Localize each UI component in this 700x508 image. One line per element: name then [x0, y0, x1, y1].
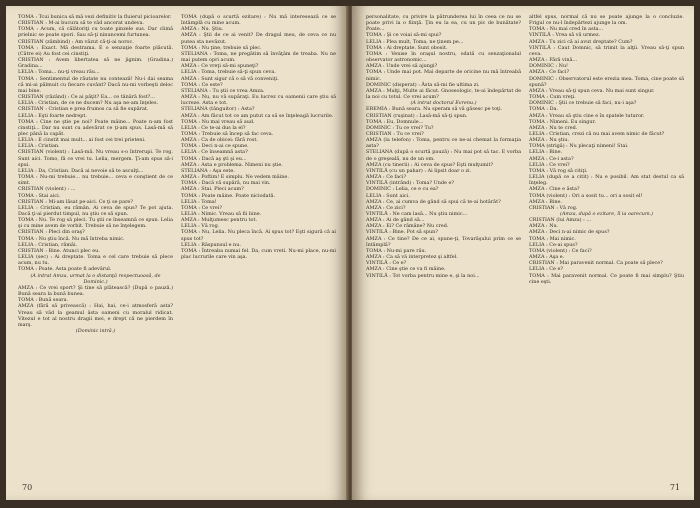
script-paragraph: LELIA : E cinstit mai mult... ai fost cei trei prieteni. [18, 137, 146, 144]
script-paragraph: STELIANA (după o scurtă pauză) : Nu mai pot să tac. E vorba de o greşeală, nu de un om. [366, 149, 521, 162]
script-paragraph: TOMA : Nu-mi pare rău. [366, 247, 427, 254]
script-paragraph: CRISTIAN : Vă rog. [529, 204, 578, 211]
script-paragraph: TOMA : Nu, Lelia. Nu pleca încă. Ai spus tot? Eşti sigură că ai spus tot? [181, 229, 336, 242]
script-paragraph: LELIA : Plea mult, Toma, ne ţinem pe... [366, 38, 464, 45]
script-paragraph: AMZA : Ce tine? De ce ai, spune-ţi, Tovarăşului prim ce se întâmplă? [366, 235, 521, 248]
script-paragraph: LELIA : Eşti foarte nedrept. [18, 112, 87, 119]
script-paragraph: TOMA : Nu ţine, trebuie să plec. [181, 44, 262, 51]
right-page-column-1 [366, 14, 521, 478]
script-paragraph: LELIA : Sunt aici. [366, 192, 410, 199]
script-paragraph: LELIA : Cristian. [18, 143, 60, 150]
script-paragraph: TOMA : Nu mai vreau să aud. [181, 118, 255, 125]
script-paragraph: TOMA : Nu. Te rog să pleci. Tu ştii ce înseamnă ce spun. Lelia şi cu mine avem de vorbit. Trebuie să ne înţelegem. [18, 217, 173, 230]
script-paragraph: TOMA : Poate. Asta poate fi adevărul. [18, 266, 112, 273]
script-paragraph: LELIA : Toma! [181, 198, 217, 205]
script-paragraph: CRISTIAN : Bine. Atunci plec eu. [18, 247, 100, 254]
script-paragraph: TOMA : Deci n-ai ce spune. [181, 143, 249, 150]
script-paragraph: TOMA : Dacă vă supără, nu mai vin. [181, 180, 271, 187]
script-paragraph: LELIA : Toma, trebuie să-ţi spun ceva. [181, 69, 276, 76]
script-paragraph: TOMA : Întreaba numai fel. Da, cum vreti. Nu-mi place, nu-mi plac lucrurile care vin aşa. [181, 247, 336, 261]
script-paragraph: TOMA : Unde mai pot. Mai departe de oricine nu mă întreabă nimic. [366, 69, 521, 82]
left-page [6, 6, 348, 500]
script-paragraph: AMZA : Vreau să-ţi spun ceva. Nu mai sunt singur. [529, 87, 655, 94]
script-paragraph: LELIA : Ce-ai spus? [529, 241, 578, 248]
script-paragraph: personalitate, cu privire la pătrunderea lui în ceea ce nu se poate privi la o fiinţă. Ţin eu la ea, cu un pic de bunătate? Poate... [366, 14, 521, 33]
script-paragraph: TOMA : Ai dreptate. Sunt obosit. [366, 44, 448, 51]
script-paragraph: DOMINIC : Nu! [529, 63, 568, 70]
script-paragraph: (Dominic intră.) [75, 327, 116, 334]
script-paragraph: (Amza, după o ezitare, îl ia oarecum.) [559, 211, 654, 217]
script-paragraph: DOMINIC : Lelia, ce e cu ea? [366, 186, 439, 193]
script-paragraph: LELIA : Bine. [529, 149, 563, 156]
right-page-column-2 [529, 14, 684, 478]
script-paragraph: AMZA : Asta e problema. Nimeni nu ştie. [181, 161, 283, 168]
script-paragraph: TOMA : Ce este? [181, 81, 223, 88]
script-paragraph: DOMINIC : Observatorul este erezia mea. Toma, cine poate să spună? [529, 75, 684, 88]
script-paragraph: TOMA : Stai aici. [18, 192, 61, 199]
left-page-columns [18, 14, 336, 478]
script-paragraph: TOMA : Da. [529, 106, 558, 113]
script-paragraph: CRISTIAN : Mi-am lăsat pe-aici. Ce ţi se pare? [18, 198, 133, 205]
script-paragraph: CRISTIAN (violent) : Lasă-mă. Nu vreau s-o întrerupi. Te rog. Sunt aici. Tomo, fă ce vrei tu. Lelia, mergem. Ţi-am spus să-i spui. [18, 149, 173, 168]
script-paragraph: AMZA : Ca să vă interpretez şi altfel. [366, 254, 458, 261]
script-paragraph: LELIA : Cristian, de ce ne ducem? Nu aşa ne-am înţeles. [18, 100, 159, 107]
script-paragraph: CRISTIAN : Cristian e prea frumos ca să fie supărat. [18, 106, 149, 113]
script-paragraph: AMZA : Nu ştiu. [529, 137, 569, 144]
left-page-column-2 [181, 14, 336, 478]
script-paragraph: AMZA : Sunt sigur că o să vă conveniţi. [181, 75, 279, 82]
script-paragraph: (A intrat doctorul Evrenu.) [410, 100, 477, 107]
script-paragraph: TOMA : Eu, Domnule... [366, 118, 424, 125]
script-paragraph: TOMA : Nu mai cred în asta... [529, 26, 604, 33]
script-paragraph: AMZA : Nu. [529, 223, 559, 230]
script-paragraph: AMZA (fără să privească) : Hai, hai, ce-i atmosferă asta? Vreau să văd la geamul ăsta oameni cu moralul ridicat. Vitezul e tot al nostru dragii mei, e drept că ne pierdem în marş. [18, 303, 173, 328]
script-paragraph: LELIA (sec) : Ai dreptate. Toma e cel care trebuie să plece acum, nu tu. [18, 254, 173, 267]
script-paragraph: AMZA : Poftim! E simplu. Ne vedem mâine. [181, 174, 289, 181]
script-paragraph: LELIA : Cristian, crezi că nu mai avem nimic de făcut? [529, 130, 665, 137]
script-paragraph: TOMA : Vă rog să citiţi. [529, 167, 588, 174]
script-paragraph: CRISTIAN : Avem libertatea să ne jignim. (Gradina.) Gradina... [18, 57, 173, 70]
script-paragraph: AMZA : Deci n-ai nimic de spus? [529, 229, 610, 236]
script-paragraph: AMZA : Ce zici? [366, 204, 406, 211]
script-paragraph: TOMA : Dacă aş şti şi eu... [181, 155, 247, 162]
script-paragraph: AMZA : Stai. Pleci acum? [181, 186, 244, 193]
script-paragraph: CRISTIAN (ruşinat) : Lasă-mă să-ţi spun. [366, 112, 468, 119]
script-paragraph: AMZA : Ai de gând să... [366, 217, 425, 224]
script-paragraph: AMZA (cu tinerii) : Ai ceva de spus? Eşti mulţumit? [366, 161, 494, 168]
script-paragraph: TOMA : Cine ne ştie pe noi? Poate mâine... Poate n-am fost cinstiţi... Dar nu sunt cu adevărat ce ţi-am spus. Lasă-mă să plec până la capăt. [18, 118, 173, 137]
script-paragraph: EREMIA : Bună seara. Nu speram să vă găsesc pe toţi. [366, 106, 503, 113]
script-paragraph: AMZA : Ce, ai cumva de gând să spui că te-ai hotărât? [366, 198, 501, 205]
script-paragraph: TOMA : Mai nimic. [529, 235, 576, 242]
script-paragraph: DOMINIC : Ştii ce trebuie să faci, nu-i aşa? [529, 100, 637, 107]
script-paragraph: LELIA : Ce e? [529, 266, 563, 273]
script-paragraph: LELIA : Da, Cristian. Dacă ai nevoie să te asculţi... [18, 167, 144, 174]
right-page [352, 6, 694, 500]
script-paragraph: AMZA (la telefon) : Toma, pentru ce ne-ai chemat la formaţia asta? [366, 137, 521, 150]
script-paragraph: TOMA : Venise în oraşul nostru, odată cu senzaţionalul observator astronomic... [366, 50, 521, 64]
script-paragraph: TOMA : Mai paravenit normal. Ce poate fi mai simplu? Ştiu cine eşti. [529, 272, 684, 285]
script-paragraph: CRISTIAN : Tu ce vrei? [366, 130, 424, 137]
script-paragraph: AMZA : Vreau să ştiu cine e în spatele tuturor. [529, 112, 645, 119]
script-paragraph: TOMA : Bună seara. [18, 297, 69, 304]
script-paragraph: AMZA : Nu te cred. [529, 124, 578, 131]
script-paragraph: LELIA : Vă rog. [181, 223, 220, 230]
script-paragraph: AMZA : Ce-i asta? [529, 155, 574, 162]
script-paragraph: CRISTIAN (lui Amza) : ... [529, 217, 591, 224]
script-paragraph: AMZA : Am făcut tot ce am putut ca să se înţeleagă lucrurile. [181, 112, 334, 119]
script-paragraph: VINTILĂ (intrând) : Toma? Unde e? [366, 180, 454, 187]
script-paragraph: CRISTIAN : Pleci din oraş? [18, 229, 85, 236]
script-paragraph: CRISTIAN : Mai paravenit normal. Ca poate să plece? [529, 260, 663, 267]
script-paragraph: TOMA : Ce vrei? [181, 204, 222, 211]
left-page-column-1 [18, 14, 173, 478]
script-paragraph: TOMA : Trebuie să încep să fac ceva. [181, 130, 274, 137]
script-paragraph: TOMA : Cum vreţi. [529, 94, 576, 101]
script-paragraph: LELIA : Ce înseamnă asta? [181, 149, 248, 156]
script-paragraph: CRISTIAN : M-ai bucura să te văd ancorat undeva. [18, 20, 144, 27]
script-paragraph: LELIA : Ce vrei? [529, 161, 570, 168]
script-paragraph: TOMA (violent) : Ce faci? [529, 247, 592, 254]
script-paragraph: CRISTIAN (zâmbind) : Am văzut că-ţi-ai noroc. [18, 38, 134, 45]
script-paragraph: STELIANA : Tu ştii ce vrea Amza. [181, 87, 265, 94]
script-paragraph: AMZA : Ce faci? [366, 174, 407, 181]
script-paragraph: STELIANA (tânguitor) : Asta? [181, 106, 255, 113]
script-paragraph: AMZA : Ei? Ce rămâne? Nu cred. [366, 223, 449, 230]
script-paragraph: CRISTIAN (râzând) : Ce ai păţit? Ea... ce tânără fost?... [18, 94, 155, 101]
script-paragraph: TOMA : Nu ştiu încă. Nu mă întreba nimic. [18, 235, 125, 242]
script-paragraph: LELIA : Ce te-ai dus la el? [181, 124, 246, 131]
script-paragraph: TOMA : Acum, că călătoriţi cu toate pinzele sus. Dar climă prielnic se poate spori. Sau să-ţi ninuncemi furtunea. [18, 26, 173, 39]
script-paragraph: VINTILĂ : Bine. Pot să spun? [366, 229, 438, 236]
script-paragraph: LELIA : Nimic. Vreau să fii bine. [181, 211, 262, 217]
right-page-columns [366, 14, 684, 478]
script-paragraph: TOMA : Sentimentul de răutate nu contează! Nu-i dai seama că mi-ai pălmuit cu fiecare cuvânt? Dacă nu-mi vorbeşti deloc mai bine. [18, 75, 173, 94]
script-paragraph: CRISTIAN (violent) : ... [18, 186, 76, 193]
script-paragraph: LELIA : Cristian, rămâi. [18, 241, 78, 248]
script-paragraph: AMZA : Ca de obicei: fără rost. [181, 137, 258, 144]
script-paragraph: AMZA : Nu, nu vă supăraţi. Eu lucrez cu oamenii care ştiu să lucreze. Asta e tot. [181, 94, 336, 107]
script-paragraph: TOMA : Şi ce voiai să-mi spui? [366, 32, 442, 39]
script-paragraph: (A intrat Amza, urmat la o distanţă respectuoasă, de Dominic.) [30, 272, 161, 285]
script-paragraph: AMZA : Unde vrei să ajungi? [366, 63, 438, 70]
page-number: 71 [669, 483, 680, 492]
script-paragraph: AMZA : Nu. Ştiu. [181, 26, 224, 33]
script-paragraph: TOMA : Tcui bunica să mă vezi definitiv la fluierul picioarelor. [18, 14, 172, 20]
script-paragraph: AMZA : Mulţumesc pentru tot. [181, 217, 258, 224]
script-paragraph: VINTILĂ (cu un pahar) : Ai lipsit doar o zi. [366, 167, 472, 174]
script-paragraph: TOMA (strigă) : Nu plecaţi nimeni! Stai. [529, 143, 629, 150]
script-paragraph: AMZA : Ce vreţi să-mi spuneţi? [181, 63, 259, 70]
script-paragraph: VINTILĂ : Caut Domnic, să trimit la alţii. Vreau să-ţi spun ceva. [529, 44, 684, 57]
script-paragraph: LELIA : Cristian, eu rămân. Ai ceva de spus? Te pot ajuta. Dacă ţi-ai pierdut timpul, nu ştiu ce să spun. [18, 204, 173, 217]
script-paragraph: VINTILĂ : Ne cam lasă... Nu ştiu nimic... [366, 211, 468, 217]
script-paragraph: AMZA : Bine. [529, 198, 562, 205]
script-paragraph: LELIA : Răspunsul e nu. [181, 241, 241, 248]
script-paragraph: TOMA : Exact. Mă destrama. E o senzaţie foarte plăcută. (Către ei) Au fost cei cinstiţi. [18, 44, 173, 57]
script-paragraph: VINTILĂ : Vrea să vă urmez. [529, 32, 601, 39]
script-paragraph: VINTILĂ : Ce e? [366, 260, 407, 267]
script-paragraph: TOMA : Nu-mi trebuie... nu trebuie... ceva e conştient de ce simt. [18, 174, 173, 187]
script-paragraph: TOMA : Poate mâine. Poate niciodată. [181, 192, 276, 199]
script-paragraph: DOMINIC : Tu ce vrei? Tu? [366, 124, 434, 131]
script-paragraph: TOMA (violent) : Ori a sosit tu... ori a sosit el! [529, 192, 643, 199]
script-paragraph: AMZA : Cine ştie ce va fi mâine. [366, 266, 446, 273]
script-paragraph: VINTILĂ : Tot vorba pentru mine e, şi la noi... [366, 272, 480, 279]
script-paragraph: LELIA (după ce a citit) : Nu e posibil. Am stat destul ca să înţeleg. [529, 174, 684, 187]
script-paragraph: AMZA : Ce vrei sport? Şi tine să plătească? (După o pauză.) Bună seara la bună bunea. [18, 284, 173, 298]
script-paragraph: AMZA : Aşa e. [529, 254, 565, 261]
script-paragraph: AMZA : Ce faci? [529, 69, 570, 76]
script-paragraph: AMZA : Mulţi, Multe ai făcut. Gnoseologic, te-ai îndepărtat de la noi cu totul. Ce vrei acum? [366, 87, 521, 101]
script-paragraph: altfel spus, normal că nu se poate ajunge la o concluzie. Frigul ce nu-l îndepărtezi ajunge la om. [529, 14, 684, 27]
script-paragraph: TOMA : Nimeni. Eu singur. [529, 118, 596, 125]
script-paragraph: AMZA : Fără vină... [529, 57, 578, 64]
script-paragraph: STELIANA : Toma, ne pregătim să învăţăm de treaba. Nu ne mai putem opri acum. [181, 50, 336, 64]
script-paragraph: LELIA : Toma... nu-ţi vreau rău... [18, 69, 100, 76]
script-paragraph: AMZA : Tu zici că ai avut dreptate? Cum? [529, 38, 633, 45]
script-paragraph: AMZA : Cine e ăsta? [529, 186, 580, 193]
script-paragraph: TOMA (după o scurtă ezitare) : Nu mă interesează ce se întâmplă cu mine acum. [181, 14, 336, 27]
page-number: 70 [22, 483, 33, 492]
script-paragraph: STELIANA : Aşa este. [181, 167, 235, 174]
script-paragraph: AMZA : Ştii de ce ai venit? De dragul meu, de ceva ce nu putea sta nevăzut. [181, 32, 336, 45]
script-paragraph: DOMINIC (disperat) : Ăsta să-mi fie ultima zi. [366, 81, 480, 88]
